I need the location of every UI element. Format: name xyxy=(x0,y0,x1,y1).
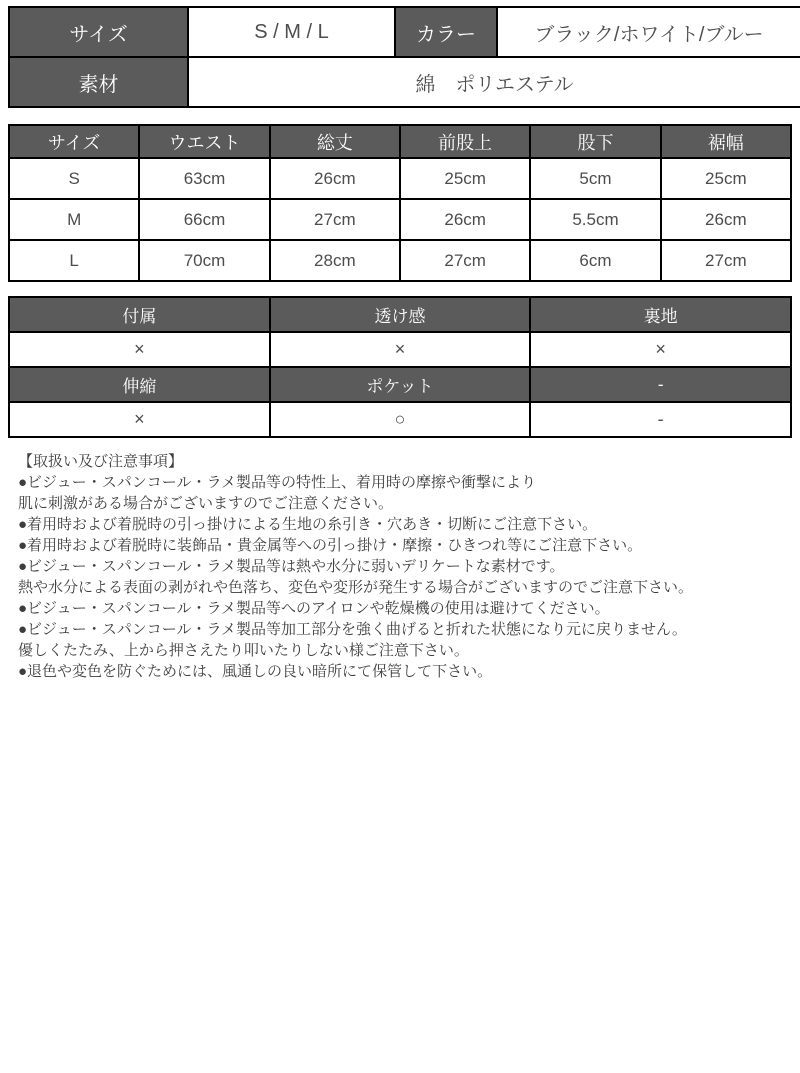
features-header-accessory: 付属 xyxy=(9,297,270,332)
size-chart-cell: 6cm xyxy=(530,240,660,281)
care-note-line: ●ビジュー・スパンコール・ラメ製品等の特性上、着用時の摩擦や衝撃により xyxy=(18,474,537,491)
size-chart-cell: S xyxy=(9,158,139,199)
care-note-line: 熱や水分による表面の剥がれや色落ち、変色や変形が発生する場合がございますのでご注意下さい。 xyxy=(18,579,694,596)
size-chart-table xyxy=(8,124,792,282)
care-note-line: 優しくたたみ、上から押さえたり叩いたりしない様ご注意下さい。 xyxy=(18,642,469,659)
care-note-line: ●着用時および着脱時に装飾品・貴金属等への引っ掛け・摩擦・ひきつれ等にご注意下さい。 xyxy=(18,537,643,554)
size-chart-cell: L xyxy=(9,240,139,281)
size-chart-cell: 5.5cm xyxy=(530,199,660,240)
care-note-line: ●着用時および着脱時の引っ掛けによる生地の糸引き・穴あき・切断にご注意下さい。 xyxy=(18,516,598,533)
size-chart-cell: 27cm xyxy=(400,240,530,281)
size-chart-cell: 26cm xyxy=(400,199,530,240)
size-chart-cell: 27cm xyxy=(270,199,400,240)
size-chart-cell: 25cm xyxy=(400,158,530,199)
size-chart-header-front-rise: 前股上 xyxy=(400,125,530,158)
spec-color-label: カラー xyxy=(395,7,497,57)
features-header-blank: - xyxy=(530,367,791,402)
features-header-row xyxy=(9,367,791,402)
size-chart-header-length: 総丈 xyxy=(270,125,400,158)
spec-material-value: 綿 ポリエステル xyxy=(188,57,800,107)
size-chart-cell: 26cm xyxy=(661,199,791,240)
size-chart-header-inseam: 股下 xyxy=(530,125,660,158)
size-chart-cell: 25cm xyxy=(661,158,791,199)
size-chart-row-s xyxy=(9,158,791,199)
care-note-line: ●ビジュー・スパンコール・ラメ製品等加工部分を強く曲げると折れた状態になり元に戻りません。 xyxy=(18,621,687,638)
features-value-row xyxy=(9,402,791,437)
features-table xyxy=(8,296,792,438)
spec-table xyxy=(8,6,800,108)
care-note-line: 肌に刺激がある場合がございますのでご注意ください。 xyxy=(18,495,394,512)
size-chart-header-waist: ウエスト xyxy=(139,125,269,158)
spec-size-label: サイズ xyxy=(9,7,188,57)
features-blank-value: - xyxy=(530,402,791,437)
care-note-line: ●ビジュー・スパンコール・ラメ製品等は熱や水分に弱いデリケートな素材です。 xyxy=(18,558,565,575)
features-header-sheerness: 透け感 xyxy=(270,297,531,332)
spec-material-label: 素材 xyxy=(9,57,188,107)
size-chart-cell: 70cm xyxy=(139,240,269,281)
size-chart-cell: 66cm xyxy=(139,199,269,240)
features-header-lining: 裏地 xyxy=(530,297,791,332)
spec-row-material xyxy=(9,57,800,107)
size-chart-cell: M xyxy=(9,199,139,240)
features-pocket-value: ○ xyxy=(270,402,531,437)
size-chart-header-hem-width: 裾幅 xyxy=(661,125,791,158)
features-stretch-value: × xyxy=(9,402,270,437)
features-sheerness-value: × xyxy=(270,332,531,367)
features-header-pocket: ポケット xyxy=(270,367,531,402)
spec-color-value: ブラック/ホワイト/ブルー xyxy=(497,7,800,57)
size-chart-cell: 28cm xyxy=(270,240,400,281)
care-notes xyxy=(18,451,780,682)
spec-size-value: S / M / L xyxy=(188,7,395,57)
features-header-stretch: 伸縮 xyxy=(9,367,270,402)
size-chart-row-m xyxy=(9,199,791,240)
size-chart-cell: 63cm xyxy=(139,158,269,199)
size-chart-header-row xyxy=(9,125,791,158)
care-note-line: ●ビジュー・スパンコール・ラメ製品等へのアイロンや乾燥機の使用は避けてください。 xyxy=(18,600,610,617)
size-chart-cell: 26cm xyxy=(270,158,400,199)
size-chart-cell: 5cm xyxy=(530,158,660,199)
size-chart-row-l xyxy=(9,240,791,281)
features-lining-value: × xyxy=(530,332,791,367)
features-value-row xyxy=(9,332,791,367)
spec-row-size-color xyxy=(9,7,800,57)
care-note-line: ●退色や変色を防ぐためには、風通しの良い暗所にて保管して下さい。 xyxy=(18,663,493,680)
size-chart-header-size: サイズ xyxy=(9,125,139,158)
features-header-row xyxy=(9,297,791,332)
features-accessory-value: × xyxy=(9,332,270,367)
size-chart-cell: 27cm xyxy=(661,240,791,281)
care-notes-title: 【取扱い及び注意事項】 xyxy=(18,453,184,470)
product-detail-section xyxy=(0,6,800,682)
